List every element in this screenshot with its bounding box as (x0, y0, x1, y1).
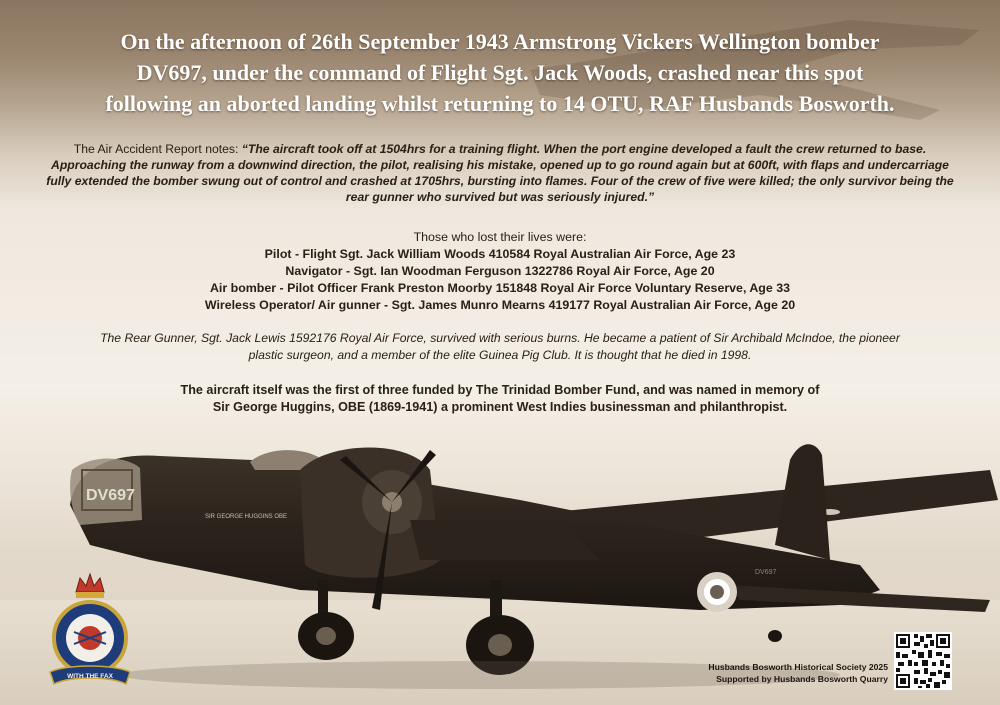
fund-note (70, 382, 930, 416)
headline-line-1: On the afternoon of 26th September 1943 Armstrong Vickers Wellington bomber (120, 29, 880, 54)
nose-code-text: DV697 (86, 487, 135, 504)
casualty-item: Navigator - Sgt. Ian Woodman Ferguson 1322786 Royal Air Force, Age 20 (285, 264, 715, 278)
casualty-item: Pilot - Flight Sgt. Jack William Woods 410584 Royal Australian Air Force, Age 23 (264, 247, 736, 261)
headline (40, 26, 960, 119)
credits (568, 661, 888, 685)
casualty-heading: Those who lost their lives were: (413, 230, 587, 244)
headline-line-2: DV697, under the command of Flight Sgt. Jack Woods, crashed near this spot (136, 60, 864, 85)
fuselage-name-text: SIR GEORGE HUGGINS OBE (205, 514, 288, 520)
rear-gunner-line-1: The Rear Gunner, Sgt. Jack Lewis 1592176 Royal Air Force, survived with serious burns. He became a patient of Sir Archibald McIndoe, the pioneer (100, 331, 900, 345)
tail-serial-text: DV697 (755, 569, 777, 576)
badge-motto: WITH THE FAX (67, 673, 113, 680)
squadron-crest-icon (46, 572, 134, 690)
headline-line-3: following an aborted landing whilst returning to 14 OTU, RAF Husbands Bosworth. (105, 91, 895, 116)
rear-gunner-line-2: plastic surgeon, and a member of the elite Guinea Pig Club. It is thought that he died in 1998. (248, 348, 752, 362)
rear-gunner-note (70, 330, 930, 364)
credit-line-2: Supported by Husbands Bosworth Quarry (716, 674, 888, 684)
fund-line-2: Sir George Huggins, OBE (1869-1941) a prominent West Indies businessman and philanthropist. (212, 400, 788, 414)
report-quote: “The aircraft took off at 1504hrs for a training flight. When the port engine developed a fault the crew returned to base. Approaching the runway from a downwind direction, the pilot, realising his mistake, opened up to go round again but at 600ft, with flaps and undercarriage fully extended the bomber swung out of control and crashed at 1705hrs, bursting into flames. Four of the crew of five were killed; the only survivor being the rear gunner who survived but was seriously injured.” (46, 142, 954, 204)
report-intro: The Air Accident Report notes: (73, 142, 242, 156)
casualty-item: Air bomber - Pilot Officer Frank Preston Moorby 151848 Royal Air Force Voluntary Reserve, Age 33 (209, 281, 790, 295)
casualty-item: Wireless Operator/ Air gunner - Sgt. James Munro Mearns 419177 Royal Australian Air Force, Age 20 (204, 298, 796, 312)
fund-line-1: The aircraft itself was the first of three funded by The Trinidad Bomber Fund, and was named in memory of (180, 383, 820, 397)
accident-report (42, 141, 958, 205)
credit-line-1: Husbands Bosworth Historical Society 2025 (708, 662, 888, 672)
casualty-list (80, 229, 920, 314)
qr-code-icon[interactable] (894, 632, 952, 690)
